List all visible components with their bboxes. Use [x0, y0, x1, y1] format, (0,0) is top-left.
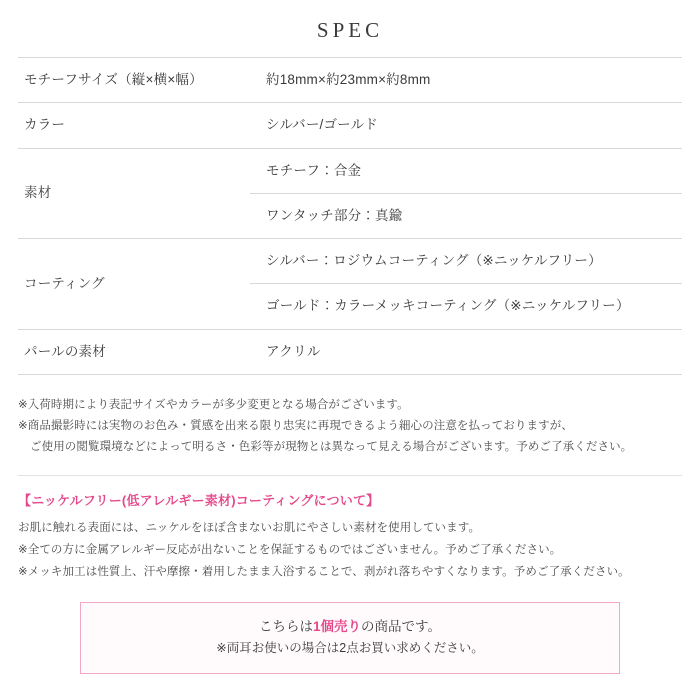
spec-label: パールの素材 [18, 329, 250, 374]
section-divider [18, 475, 682, 476]
callout-prefix: こちらは [259, 618, 314, 634]
table-row [18, 103, 682, 148]
spec-value: アクリル [250, 329, 682, 374]
page-title: SPEC [316, 18, 384, 42]
nickel-free-line-1: お肌に触れる表面には、ニッケルをほぼ含まないお肌にやさしい素材を使用しています。 [18, 521, 481, 534]
spec-value: ゴールド：カラーメッキコーティング（※ニッケルフリー） [250, 284, 682, 329]
spec-value: 約18mm×約23mm×約8mm [250, 58, 682, 103]
callout-line-1 [91, 615, 609, 639]
callout-highlight: 1個売り [313, 618, 362, 634]
table-row [18, 239, 682, 284]
spec-label: モチーフサイズ（縦×横×幅） [18, 58, 250, 103]
general-notes [18, 395, 682, 459]
note-line-1: ※入荷時期により表記サイズやカラーが多少変更となる場合がございます。 [18, 398, 409, 411]
single-item-callout [80, 602, 620, 675]
nickel-free-body [18, 517, 682, 584]
callout-line-2: ※両耳お使いの場合は2点お買い求めください。 [216, 641, 484, 656]
nickel-free-heading: 【ニッケルフリー(低アレルギー素材)コーティングについて】 [18, 492, 380, 508]
spec-value: シルバー：ロジウムコーティング（※ニッケルフリー） [250, 239, 682, 284]
callout-suffix: の商品です。 [361, 618, 441, 634]
spec-value: モチーフ：合金 [250, 148, 682, 193]
note-line-3: ご使用の閲覧環境などによって明るさ・色彩等が現物とは異なって見える場合がございます。予めご了承ください。 [30, 441, 633, 454]
note-line-2: ※商品撮影時には実物のお色み・質感を出来る限り忠実に再現できるよう細心の注意を払っておりますが、 [18, 420, 573, 433]
spec-value: シルバー/ゴールド [250, 103, 682, 148]
spec-value: ワンタッチ部分：真鍮 [250, 193, 682, 238]
spec-label: コーティング [18, 239, 250, 330]
table-row [18, 58, 682, 103]
table-row [18, 329, 682, 374]
table-row [18, 148, 682, 193]
spec-label: カラー [18, 103, 250, 148]
spec-table [18, 57, 682, 375]
spec-label: 素材 [18, 148, 250, 239]
nickel-free-line-2: ※全ての方に金属アレルギー反応が出ないことを保証するものではございません。予めご了承ください。 [18, 543, 562, 556]
nickel-free-line-3: ※メッキ加工は性質上、汗や摩擦・着用したまま入浴することで、剥がれ落ちやすくなります。予めご了承ください。 [18, 566, 630, 579]
